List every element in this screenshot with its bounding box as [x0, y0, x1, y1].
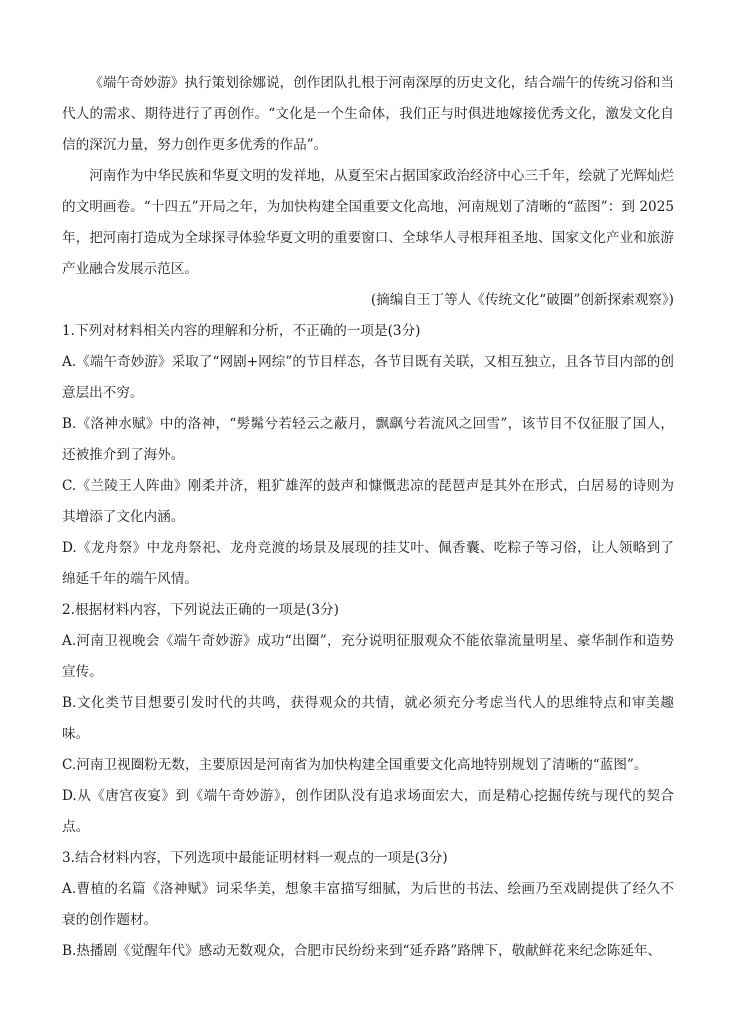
exam-page — [62, 68, 674, 967]
question-2-option-d: D.从《唐宫夜宴》到《端午奇妙游》，创作团队没有追求场面宏大，而是精心挖掘传统与现代的契合点。 — [62, 788, 674, 835]
question-3-stem: 3.结合材料内容，下列选项中最能证明材料一观点的一项是(3分) — [62, 850, 448, 866]
question-2-option-a: A.河南卫视晚会《端午奇妙游》成功“出圈”，充分说明征服观众不能依靠流量明星、豪华制作和造势宣传。 — [62, 633, 674, 680]
question-1-option-b: B.《洛神水赋》中的洛神，“髣髴兮若轻云之蔽月，飘飖兮若流风之回雪”，该节目不仅征服了国人，还被推介到了海外。 — [62, 416, 674, 463]
question-3-option-a: A.曹植的名篇《洛神赋》词采华美，想象丰富描写细腻，为后世的书法、绘画乃至戏剧提供了经久不衰的创作题材。 — [62, 881, 674, 928]
question-3-option-b: B.热播剧《觉醒年代》感动无数观众，合肥市民纷纷来到“延乔路”路牌下，敬献鲜花来纪念陈延年、 — [62, 943, 662, 959]
question-1-option-c: C.《兰陵王人阵曲》刚柔并济，粗犷雄浑的鼓声和慷慨悲凉的琵琶声是其外在形式，白居易的诗则为其增添了文化内涵。 — [62, 478, 674, 525]
question-1-option-a: A.《端午奇妙游》采取了“网剧+网综”的节目样态，各节目既有关联，又相互独立，且各节目内部的创意层出不穷。 — [62, 354, 674, 401]
question-2-option-c: C.河南卫视圈粉无数，主要原因是河南省为加快构建全国重要文化高地特别规划了清晰的“蓝图”。 — [62, 757, 648, 773]
passage-paragraph-1: 《端午奇妙游》执行策划徐娜说，创作团队扎根于河南深厚的历史文化，结合端午的传统习俗和当代人的需求、期待进行了再创作。“文化是一个生命体，我们正与时俱进地嫁接优秀文化，激发文化自信的深沉力量，努力创作更多优秀的作品”。 — [62, 75, 674, 153]
question-2-stem: 2.根据材料内容，下列说法正确的一项是(3分) — [62, 602, 339, 618]
passage-paragraph-2: 河南作为中华民族和华夏文明的发祥地，从夏至宋占据国家政治经济中心三千年，绘就了光辉灿烂的文明画卷。“十四五”开局之年，为加快构建全国重要文化高地，河南规划了清晰的“蓝图”：到 2025 年，把河南打造成为全球探寻体验华夏文明的重要窗口、全球华人寻根拜祖圣地、国家文化产业和旅游产业融合发展示范区。 — [62, 168, 674, 277]
question-1-option-d: D.《龙舟祭》中龙舟祭祀、龙舟竞渡的场景及展现的挂艾叶、佩香囊、吃粽子等习俗，让人领略到了绵延千年的端午风情。 — [62, 540, 674, 587]
question-1-stem: 1.下列对材料相关内容的理解和分析，不正确的一项是(3分) — [62, 323, 421, 339]
question-2-option-b: B.文化类节目想要引发时代的共鸣，获得观众的共情，就必须充分考虑当代人的思维特点和审美趣味。 — [62, 695, 674, 742]
passage-source: (摘编自王丁等人《传统文化“破圈”创新探索观察》) — [370, 292, 674, 308]
